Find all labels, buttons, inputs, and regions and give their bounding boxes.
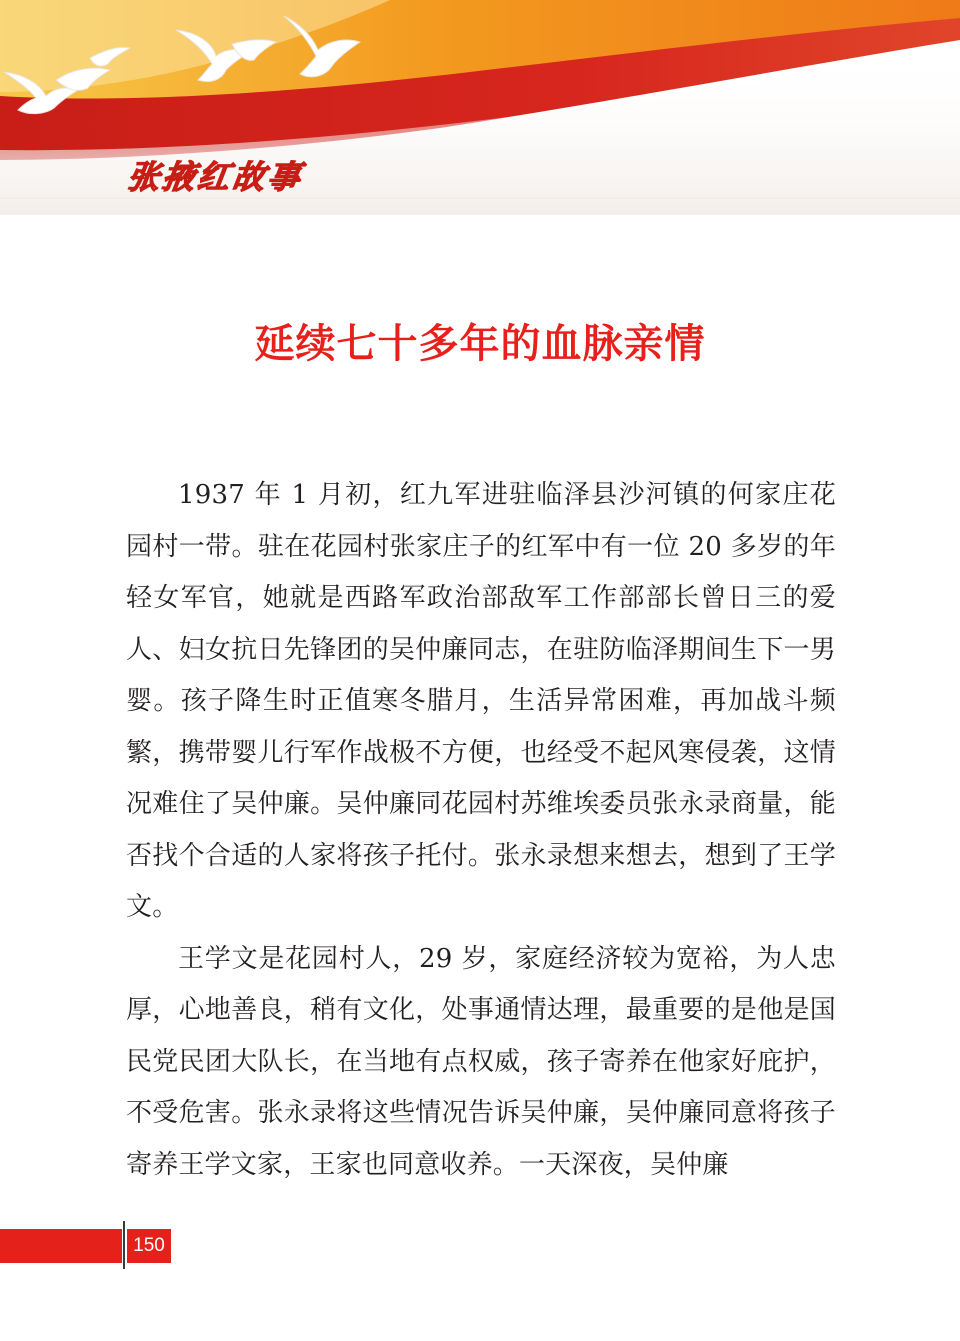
header-banner	[0, 0, 960, 215]
paragraph: 王学文是花园村人，29 岁，家庭经济较为宽裕，为人忠厚，心地善良，稍有文化，处事通情达理，最重要的是他是国民党民团大队长，在当地有点权威，孩子寄养在他家好庇护，不受危害。张永录将这些情况告诉吴仲廉，吴仲廉同意将孩子寄养王学文家，王家也同意收养。一天深夜，吴仲廉	[126, 943, 836, 1180]
article-body	[126, 470, 836, 1191]
paragraph: 1937 年 1 月初，红九军进驻临泽县沙河镇的何家庄花园村一带。驻在花园村张家庄子的红军中有一位 20 多岁的年轻女军官，她就是西路军政治部敌军工作部部长曾日三的爱人、妇女抗日先锋团的吴仲廉同志，在驻防临泽期间生下一男婴。孩子降生时正值寒冬腊月，生活异常困难，再加战斗频繁，携带婴儿行军作战极不方便，也经受不起风寒侵袭，这情况难住了吴仲廉。吴仲廉同花园村苏维埃委员张永录商量，能否找个合适的人家将孩子托付。张永录想来想去，想到了王学文。	[126, 480, 836, 922]
footer-divider	[123, 1221, 125, 1269]
page-number: 150	[127, 1229, 171, 1263]
article-title: 延续七十多年的血脉亲情	[254, 321, 706, 367]
footer-accent-bar	[0, 1229, 122, 1263]
series-title: 张掖红故事	[125, 158, 306, 196]
